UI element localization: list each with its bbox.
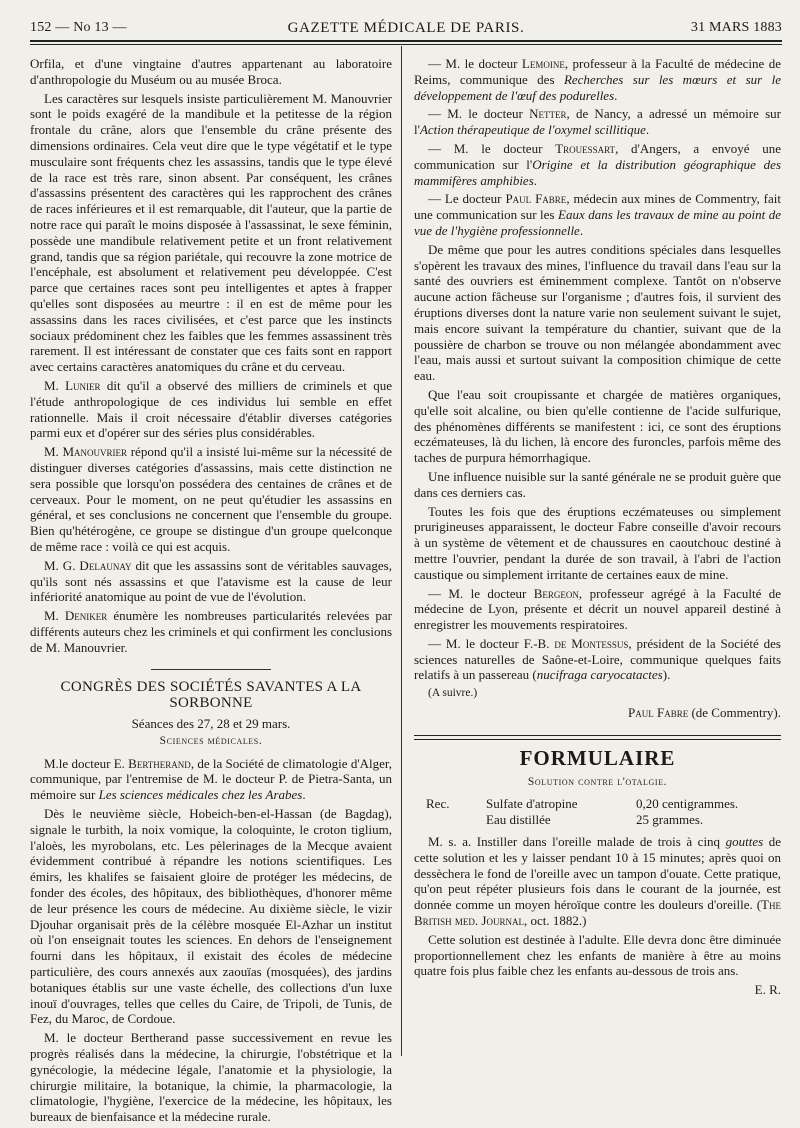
paragraph-text: M.le docteur E.	[44, 755, 129, 771]
recipe-quantity: 25 grammes.	[636, 812, 704, 828]
paragraph: De même que pour les autres conditions spéciales dans lesquelles s'opèrent les travaux des mines, l'influence du travail dans l'eau sur la santé des ouvriers est éminemment complexe. Tantôt on n'observe aucune action fâcheuse sur l'organisme ; d'autres fois, il survient des éruptions diverses dont la nature varie non seulement suivant le sujet, mais encore suivant la température du chantier, suivant que de la poussière de charbon se trouve ou non mélangée abondamment avec l'eau, mais aussi et surtout suivant la composition chimique de cette eau.	[414, 241, 781, 384]
paragraph-text: .	[302, 787, 306, 803]
author-initials: E. R.	[754, 982, 781, 998]
speaker-name: M. Lunier	[44, 377, 101, 393]
paragraph-text: .	[614, 87, 618, 103]
paragraph	[414, 106, 781, 138]
speaker-name: F.-B. de Montessus	[523, 635, 629, 651]
work-title: Les sciences médicales chez les Arabes	[98, 787, 303, 803]
paragraph-text: — M. le docteur	[428, 635, 524, 651]
recipe-ingredient: Sulfate d'atropine	[486, 796, 578, 812]
work-title: Action thérapeutique de l'oxymel scillitique	[419, 122, 646, 138]
paragraph-text: — Le docteur	[428, 191, 506, 207]
paragraph-text: .	[645, 122, 650, 138]
paragraph	[414, 141, 781, 188]
header-rule-thin	[30, 44, 782, 45]
paragraph-text: , oct. 1882.)	[523, 913, 587, 929]
paragraph-text: M. s. a. Instiller dans l'oreille malade de trois à cinq	[428, 834, 726, 850]
paragraph: Les caractères sur lesquels insiste particulièrement M. Manouvrier sont le poids exagéré de la mandibule et la petitesse de la région frontale du crâne, alors que l'ensemble du crâne présente des dimensions ordinaires. Cela veut dire que le type végétatif et le type musculaire sont fréquents chez les assassins, tandis que le type élevé de la race est très rare, sinon absent. Par conséquent, les crânes d'assassins présentent des caractères qui les rapprochent des crânes de races inférieures et il est remarquable, dit l'auteur, que la partie de notre race qui paraît le moins disposée à l'assassinat, le sexe féminin, possède une mandibule relativement petite et un front relativement grand, tandis que sa région pariétale, qui recouvre la zone motrice de l'encéphale, est absolument et relativement peu développée. C'est parce que certaines races sont peu intelligentes et aptes à frapper qu'elles sont disposées au meurtre : il en est de même pour les assassins dans les races civilisées, et c'est parce que les instincts sociaux prédominent chez les faibles que les femmes assassinent très rarement. Il est intéressant de constater que ces faits sont en rapport avec certains caractères anatomiques du crâne et du cerveau.	[30, 90, 392, 375]
to-be-continued: (A suivre.)	[428, 687, 478, 700]
species-name: nucifraga caryocatactes	[536, 667, 663, 683]
paragraph-text: répond qu'il a insisté lui-même sur la nécessité de distinguer diverses catégories d'assassins, mais cette distinction ne sera possible que lorsqu'on possédera des centaines de crânes et de cerveaux. Pour le moment, on ne peut qu'étudier les assassins en général, et ses conclusions ne concernent que l'ensemble du groupe. Bien qu'hétérogène, ce groupe se distingue d'un groupe quelconque de même race : voilà ce qui est acquis.	[30, 444, 393, 554]
recipe	[414, 796, 781, 828]
source-citation: The British med. Journal	[414, 897, 781, 929]
paragraph-text: — M. le docteur	[428, 585, 534, 601]
paragraph-text: , médecin aux mines de Commentry, fait une communication sur les	[414, 191, 781, 223]
issue-date: 31 MARS 1883	[690, 20, 782, 35]
paragraph: Toutes les fois que des éruptions eczémateuses ou simplement prurigineuses apparaissent, le docteur Fabre conseille d'avoir recours à un système de vêtement et de chaussures en caoutchouc destiné à mettre l'ouvrier, pendant la durée de son travail, à l'abri de l'action caustique ou simplement irritante de certaines eaux de mine.	[414, 503, 781, 582]
paragraph-text: — M. le docteur	[428, 56, 522, 71]
paragraph-text: dit qu'il a observé des milliers de criminels et que l'étude anthropologique de ces individus lui semble en effet rationnelle. Mais il croit nécessaire d'établir diverses catégories parmi eux et d'opérer sur des séries plus considérables.	[30, 377, 392, 441]
paragraph-text: , professeur agrégé à la Faculté de médecine de Lyon, présente et décrit un nouvel appareil destiné à enregistrer les mouvements respiratoires.	[414, 585, 781, 633]
paragraph	[30, 608, 392, 655]
recipe-prefix: Rec.	[426, 796, 450, 812]
paragraph	[414, 636, 781, 683]
section-double-rule	[414, 735, 781, 741]
work-title: Origine et la distribution géographique des mammifères amphibies	[414, 156, 782, 188]
page-number: 152 — No 13 —	[30, 20, 127, 35]
paragraph	[30, 558, 392, 605]
emphasis: gouttes	[725, 834, 764, 850]
column-divider	[401, 46, 402, 1056]
solution-title: Solution contre l'otalgie.	[527, 775, 668, 788]
recipe-row	[414, 796, 781, 812]
paragraph	[414, 586, 781, 633]
speaker-name: M. G. Delaunay	[44, 557, 132, 573]
paragraph-text: — M. le docteur	[428, 106, 530, 122]
paragraph	[30, 444, 392, 555]
paragraph-text: .	[579, 222, 584, 238]
paragraph	[414, 56, 781, 103]
work-title: Eaux dans les travaux de mine au point de vue de l'hygiène professionnelle	[414, 207, 781, 238]
speaker-name: Netter	[529, 106, 567, 122]
paragraph: Que l'eau soit croupissante et chargée de matières organiques, qu'elle soit alcaline, ou bien qu'elle contienne de l'acide sulfurique, des phénomènes différents se manifestent : ici, ce sont des éruptions eczémateuses, là du lichen, là encore des furoncles, parfois même des taches de purpura hémorrhagique.	[414, 386, 781, 466]
header-rule	[30, 40, 782, 42]
paragraph: Une influence nuisible sur la santé générale ne se produit guère que dans ces derniers cas.	[414, 468, 781, 500]
paragraph	[30, 756, 392, 803]
speaker-name: Paul Fabre	[505, 191, 567, 207]
paragraph-text: dit que les assassins sont de véritables sauvages, qu'ils sont nés assassins et que l'atavisme est la cause de leur infériorité anatomique au point de vue de l'évolution.	[30, 557, 392, 605]
journal-title: GAZETTE MÉDICALE DE PARIS.	[287, 20, 525, 36]
right-column	[414, 56, 781, 1001]
paragraph: Orfila, et d'une vingtaine d'autres appartenant au laboratoire d'anthropologie du Muséum ou au musée Broca.	[30, 56, 392, 87]
recipe-quantity: 0,20 centigrammes.	[636, 796, 739, 812]
speaker-name: M. Manouvrier	[44, 444, 128, 460]
signature	[414, 705, 781, 721]
paragraph-text: .	[533, 172, 538, 188]
paragraph-text: , de la Société de climatologie d'Alger, communique, par l'entremise de M. le docteur P. de Pietra-Santa, un mémoire sur	[30, 755, 392, 803]
recipe-prefix	[414, 812, 486, 828]
section-title: CONGRÈS DES SOCIÉTÉS SAVANTES A LA SORBONNE	[60, 679, 362, 712]
section-subtitle: Sciences médicales.	[159, 734, 263, 747]
formulaire-title: FORMULAIRE	[519, 745, 676, 770]
paragraph	[30, 378, 392, 441]
paragraph-text: énumère les nombreuses particularités relevées par différents auteurs chez les criminels et qui confirment les conclusions de M. Manouvrier.	[30, 608, 392, 655]
left-column	[30, 56, 392, 1128]
signature-name: Paul Fabre	[627, 705, 689, 721]
paragraph-text: , de Nancy, a adressé un mémoire sur l'	[414, 106, 782, 138]
paragraph	[414, 834, 781, 929]
recipe-row	[414, 812, 781, 828]
speaker-name: M. Deniker	[44, 608, 108, 624]
section-dates: Séances des 27, 28 et 29 mars.	[131, 716, 291, 732]
page-header	[30, 18, 782, 40]
paragraph: Cette solution est destinée à l'adulte. Elle devra donc être diminuée proportionnellement chez les enfants de manière à être au moins quatre fois plus faible chez les enfants au-dessous de trois ans.	[414, 931, 781, 979]
paragraph-text: , président de la Société des sciences naturelles de Saône-et-Loire, communique quelques faits relatifs à un passereau (	[414, 635, 781, 683]
recipe-ingredient: Eau distillée	[486, 812, 551, 828]
speaker-name: Bergeon	[533, 585, 579, 601]
paragraph-text: , d'Angers, a envoyé une communication sur l'	[414, 140, 781, 172]
paragraph-text: — M. le docteur	[428, 140, 556, 156]
speaker-name: Trouessart	[555, 140, 616, 156]
speaker-name: Bertherand	[128, 755, 191, 771]
paragraph: Dès le neuvième siècle, Hobeich-ben-el-Hassan (de Bagdag), signale le turbith, la noix vomique, la coloquinte, le croton tiglium, l'aloès, les myrobolans, etc. Les pèlerinages de la Mecque avaient évidemment contribué à répandre les notions scientifiques. Les émirs, les khalifes se faisaient gloire de protéger les médecins, de fonder des écoles, des hôpitaux, des bibliothèques, d'honorer même de leur présence les cours de médecine. Au dixième siècle, le vizir Djouhar organisait près de la célèbre mosquée El-Azhar un institut où l'on enseignait toutes les sciences. En dehors de l'enseignement fourni dans les hôpitaux, il existait des écoles de médecine particulière, des cours annexés aux zaouïas (mosquées), des jardins botaniques établis sur une vaste échelle, des collections d'un luxe inouï d'ouvrages, telles que celles du Caire, de Tripoli, de Tunis, de Fez, du Maroc, de Cordoue.	[30, 806, 392, 1027]
speaker-name: Lemoine	[521, 56, 565, 71]
paragraph-text: de cette solution et les y laisser pendant 10 à 15 minutes; après quoi on dessèchera le fond de l'oreille avec un tampon d'ouate. Cette pratique, qu'on peut répéter plusieurs fois dans le courant de la journée, est donnée comme un moyen héroïque contre les douleurs d'oreille. (	[414, 834, 781, 913]
paragraph-text: ).	[662, 667, 671, 683]
section-separator	[151, 669, 271, 670]
paragraph-text: , professeur à la Faculté de médecine de Reims, communique des	[414, 56, 782, 87]
work-title: Recherches sur les mœurs et sur le développement de l'œuf des podurelles	[414, 71, 781, 103]
paragraph	[414, 191, 781, 238]
signature-place: (de Commentry).	[688, 705, 781, 721]
paragraph: M. le docteur Bertherand passe successivement en revue les progrès réalisés dans la médecine, la chirurgie, l'obstétrique et la gynécologie, la médecine légale, l'anatomie et la physiologie, la chirurgie militaire, la botanique, la chimie, la pharmacologie, la climatologie, l'hygiène, l'exercice de la médecine, les hôpitaux, les bureaux de bienfaisance et la médecine rurale.	[30, 1030, 392, 1125]
